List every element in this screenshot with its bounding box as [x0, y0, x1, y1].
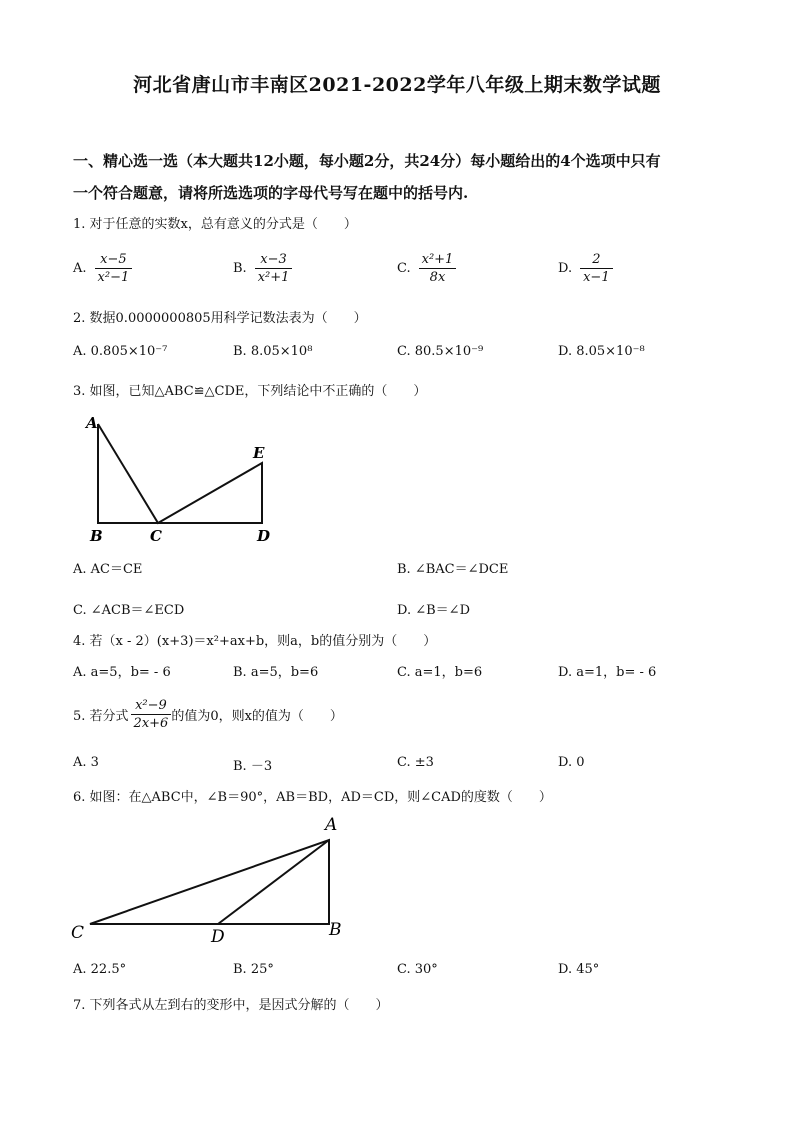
q1-option-c-fraction	[419, 251, 457, 286]
q5-option-d: D. 0	[558, 755, 585, 770]
q3-figure-triangles	[80, 408, 280, 548]
numerator: x−3	[255, 251, 293, 269]
question-7-stem: 7. 下列各式从左到右的变形中，是因式分解的（ ）	[73, 998, 389, 1013]
q3-label-d: D	[257, 527, 271, 545]
q5-stem-prefix: 5. 若分式	[73, 709, 129, 724]
q3-option-c: C. ∠ACB＝∠ECD	[73, 603, 185, 618]
q1-option-c-label: C.	[397, 261, 411, 276]
q6-label-d: D	[211, 927, 225, 947]
q5-option-a: A. 3	[73, 755, 99, 770]
q3-label-b: B	[90, 527, 103, 545]
q2-option-d: D. 8.05×10⁻⁸	[558, 344, 645, 359]
q6-figure-triangle	[65, 810, 355, 950]
denominator: 2x+6	[133, 716, 169, 731]
q6-option-a: A. 22.5°	[73, 962, 127, 977]
q6-option-c: C. 30°	[397, 962, 438, 977]
denominator: x−1	[583, 270, 610, 285]
question-4-stem: 4. 若（x - 2）(x+3)＝x²+ax+b，则a，b的值分别为（ ）	[73, 634, 437, 649]
question-6-stem: 6. 如图：在△ABC中，∠B＝90°，AB＝BD，AD＝CD，则∠CAD的度数（ ）	[73, 790, 552, 805]
q6-label-a: A	[325, 815, 338, 835]
page-title: 河北省唐山市丰南区2021-2022学年八年级上期末数学试题	[133, 74, 661, 96]
q3-option-d: D. ∠B＝∠D	[397, 603, 470, 618]
q2-option-c: C. 80.5×10⁻⁹	[397, 344, 484, 359]
q5-option-c: C. ±3	[397, 755, 434, 770]
q5-fraction	[131, 697, 172, 732]
question-1-stem: 1. 对于任意的实数x，总有意义的分式是（ ）	[73, 217, 357, 232]
q4-option-a: A. a=5，b= - 6	[73, 665, 171, 680]
q4-option-b: B. a=5，b=6	[233, 665, 319, 680]
q3-option-a: A. AC＝CE	[73, 562, 143, 577]
q1-option-b-fraction	[255, 251, 293, 286]
q1-option-d	[558, 251, 613, 286]
q6-option-d: D. 45°	[558, 962, 600, 977]
q5-stem-suffix: 的值为0，则x的值为（ ）	[171, 709, 343, 724]
q1-option-d-fraction	[580, 251, 613, 286]
section-heading-line1: 一、精心选一选（本大题共12小题，每小题2分，共24分）每小题给出的4个选项中只有	[73, 152, 661, 170]
q1-option-a-label: A.	[73, 261, 87, 276]
q1-option-a-fraction	[95, 251, 133, 286]
numerator: x²−9	[131, 697, 172, 715]
q2-option-b: B. 8.05×10⁸	[233, 344, 313, 359]
numerator: 2	[580, 251, 613, 269]
section-heading-line2: 一个符合题意，请将所选选项的字母代号写在题中的括号内.	[73, 184, 469, 202]
denominator: x²+1	[257, 270, 290, 285]
q3-label-e: E	[253, 444, 265, 462]
question-5-stem	[73, 697, 343, 732]
q1-option-b-label: B.	[233, 261, 247, 276]
q3-label-a: A	[86, 414, 98, 432]
question-2-stem: 2. 数据0.0000000805用科学记数法表为（ ）	[73, 311, 367, 326]
denominator: 8x	[429, 270, 446, 285]
q1-option-d-label: D.	[558, 261, 573, 276]
numerator: x²+1	[419, 251, 457, 269]
q2-option-a: A. 0.805×10⁻⁷	[73, 344, 168, 359]
numerator: x−5	[95, 251, 133, 269]
q6-label-b: B	[329, 920, 342, 940]
q3-label-c: C	[150, 527, 162, 545]
q4-option-c: C. a=1，b=6	[397, 665, 483, 680]
q1-option-a	[73, 251, 132, 286]
q6-label-c: C	[71, 923, 85, 943]
q1-option-b	[233, 251, 292, 286]
q4-option-d: D. a=1，b= - 6	[558, 665, 657, 680]
q5-option-b: B. －3	[233, 759, 273, 774]
q1-option-c	[397, 251, 456, 286]
question-3-stem: 3. 如图，已知△ABC≌△CDE，下列结论中不正确的（ ）	[73, 384, 427, 399]
denominator: x²−1	[97, 270, 130, 285]
q6-option-b: B. 25°	[233, 962, 274, 977]
q3-option-b: B. ∠BAC＝∠DCE	[397, 562, 509, 577]
